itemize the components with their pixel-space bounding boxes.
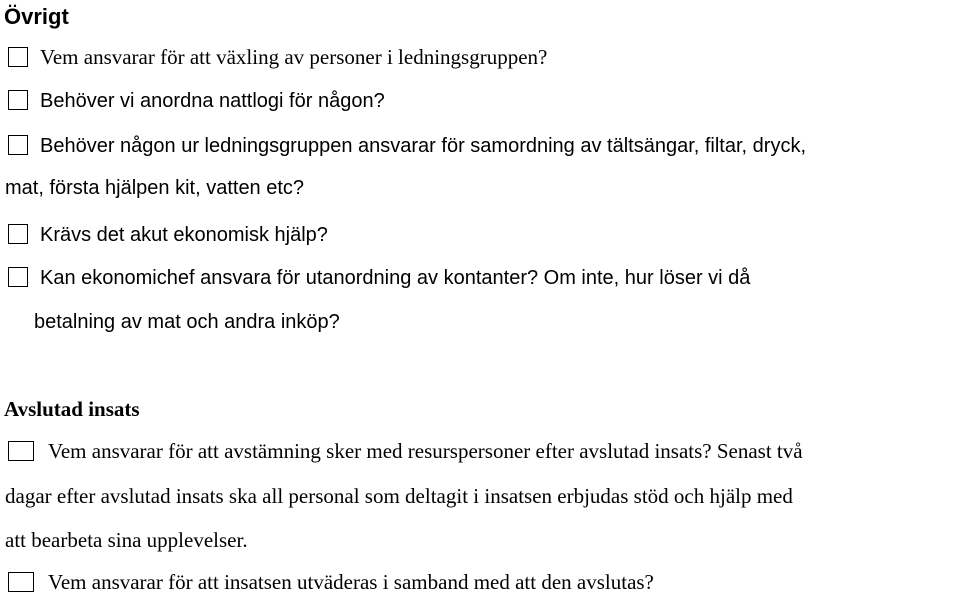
- item-text: Behöver vi anordna nattlogi för någon?: [40, 90, 385, 112]
- item-text: Vem ansvarar för att insatsen utväderas i samband med att den avslutas?: [48, 570, 654, 594]
- item-text: Vem ansvarar för att växling av personer i ledningsgruppen?: [40, 45, 548, 69]
- item-text: Krävs det akut ekonomisk hjälp?: [40, 224, 328, 246]
- checkbox-icon[interactable]: [8, 47, 28, 67]
- checkbox-icon[interactable]: [8, 441, 34, 461]
- item-text: Kan ekonomichef ansvara för utanordning av kontanter? Om inte, hur löser vi då: [40, 267, 751, 289]
- item-text: Vem ansvarar för att avstämning sker med resurspersoner efter avslutad insats? Senast två: [48, 439, 803, 463]
- checkbox-icon[interactable]: [8, 90, 28, 110]
- section-title-avslutad-insats: Avslutad insats: [4, 397, 140, 421]
- checkbox-icon[interactable]: [8, 135, 28, 155]
- checkbox-icon[interactable]: [8, 572, 34, 592]
- item-text: Behöver någon ur ledningsgruppen ansvarar för samordning av tältsängar, filtar, dryck,: [40, 135, 806, 157]
- item-text-continued: mat, första hjälpen kit, vatten etc?: [5, 177, 305, 199]
- checkbox-icon[interactable]: [8, 267, 28, 287]
- item-text-continued: dagar efter avslutad insats ska all personal som deltagit i insatsen erbjudas stöd och hjälp med: [5, 484, 793, 508]
- item-text-continued: att bearbeta sina upplevelser.: [5, 528, 248, 552]
- section-title-ovrigt: Övrigt: [4, 4, 69, 29]
- checkbox-icon[interactable]: [8, 224, 28, 244]
- item-text-continued: betalning av mat och andra inköp?: [34, 311, 340, 333]
